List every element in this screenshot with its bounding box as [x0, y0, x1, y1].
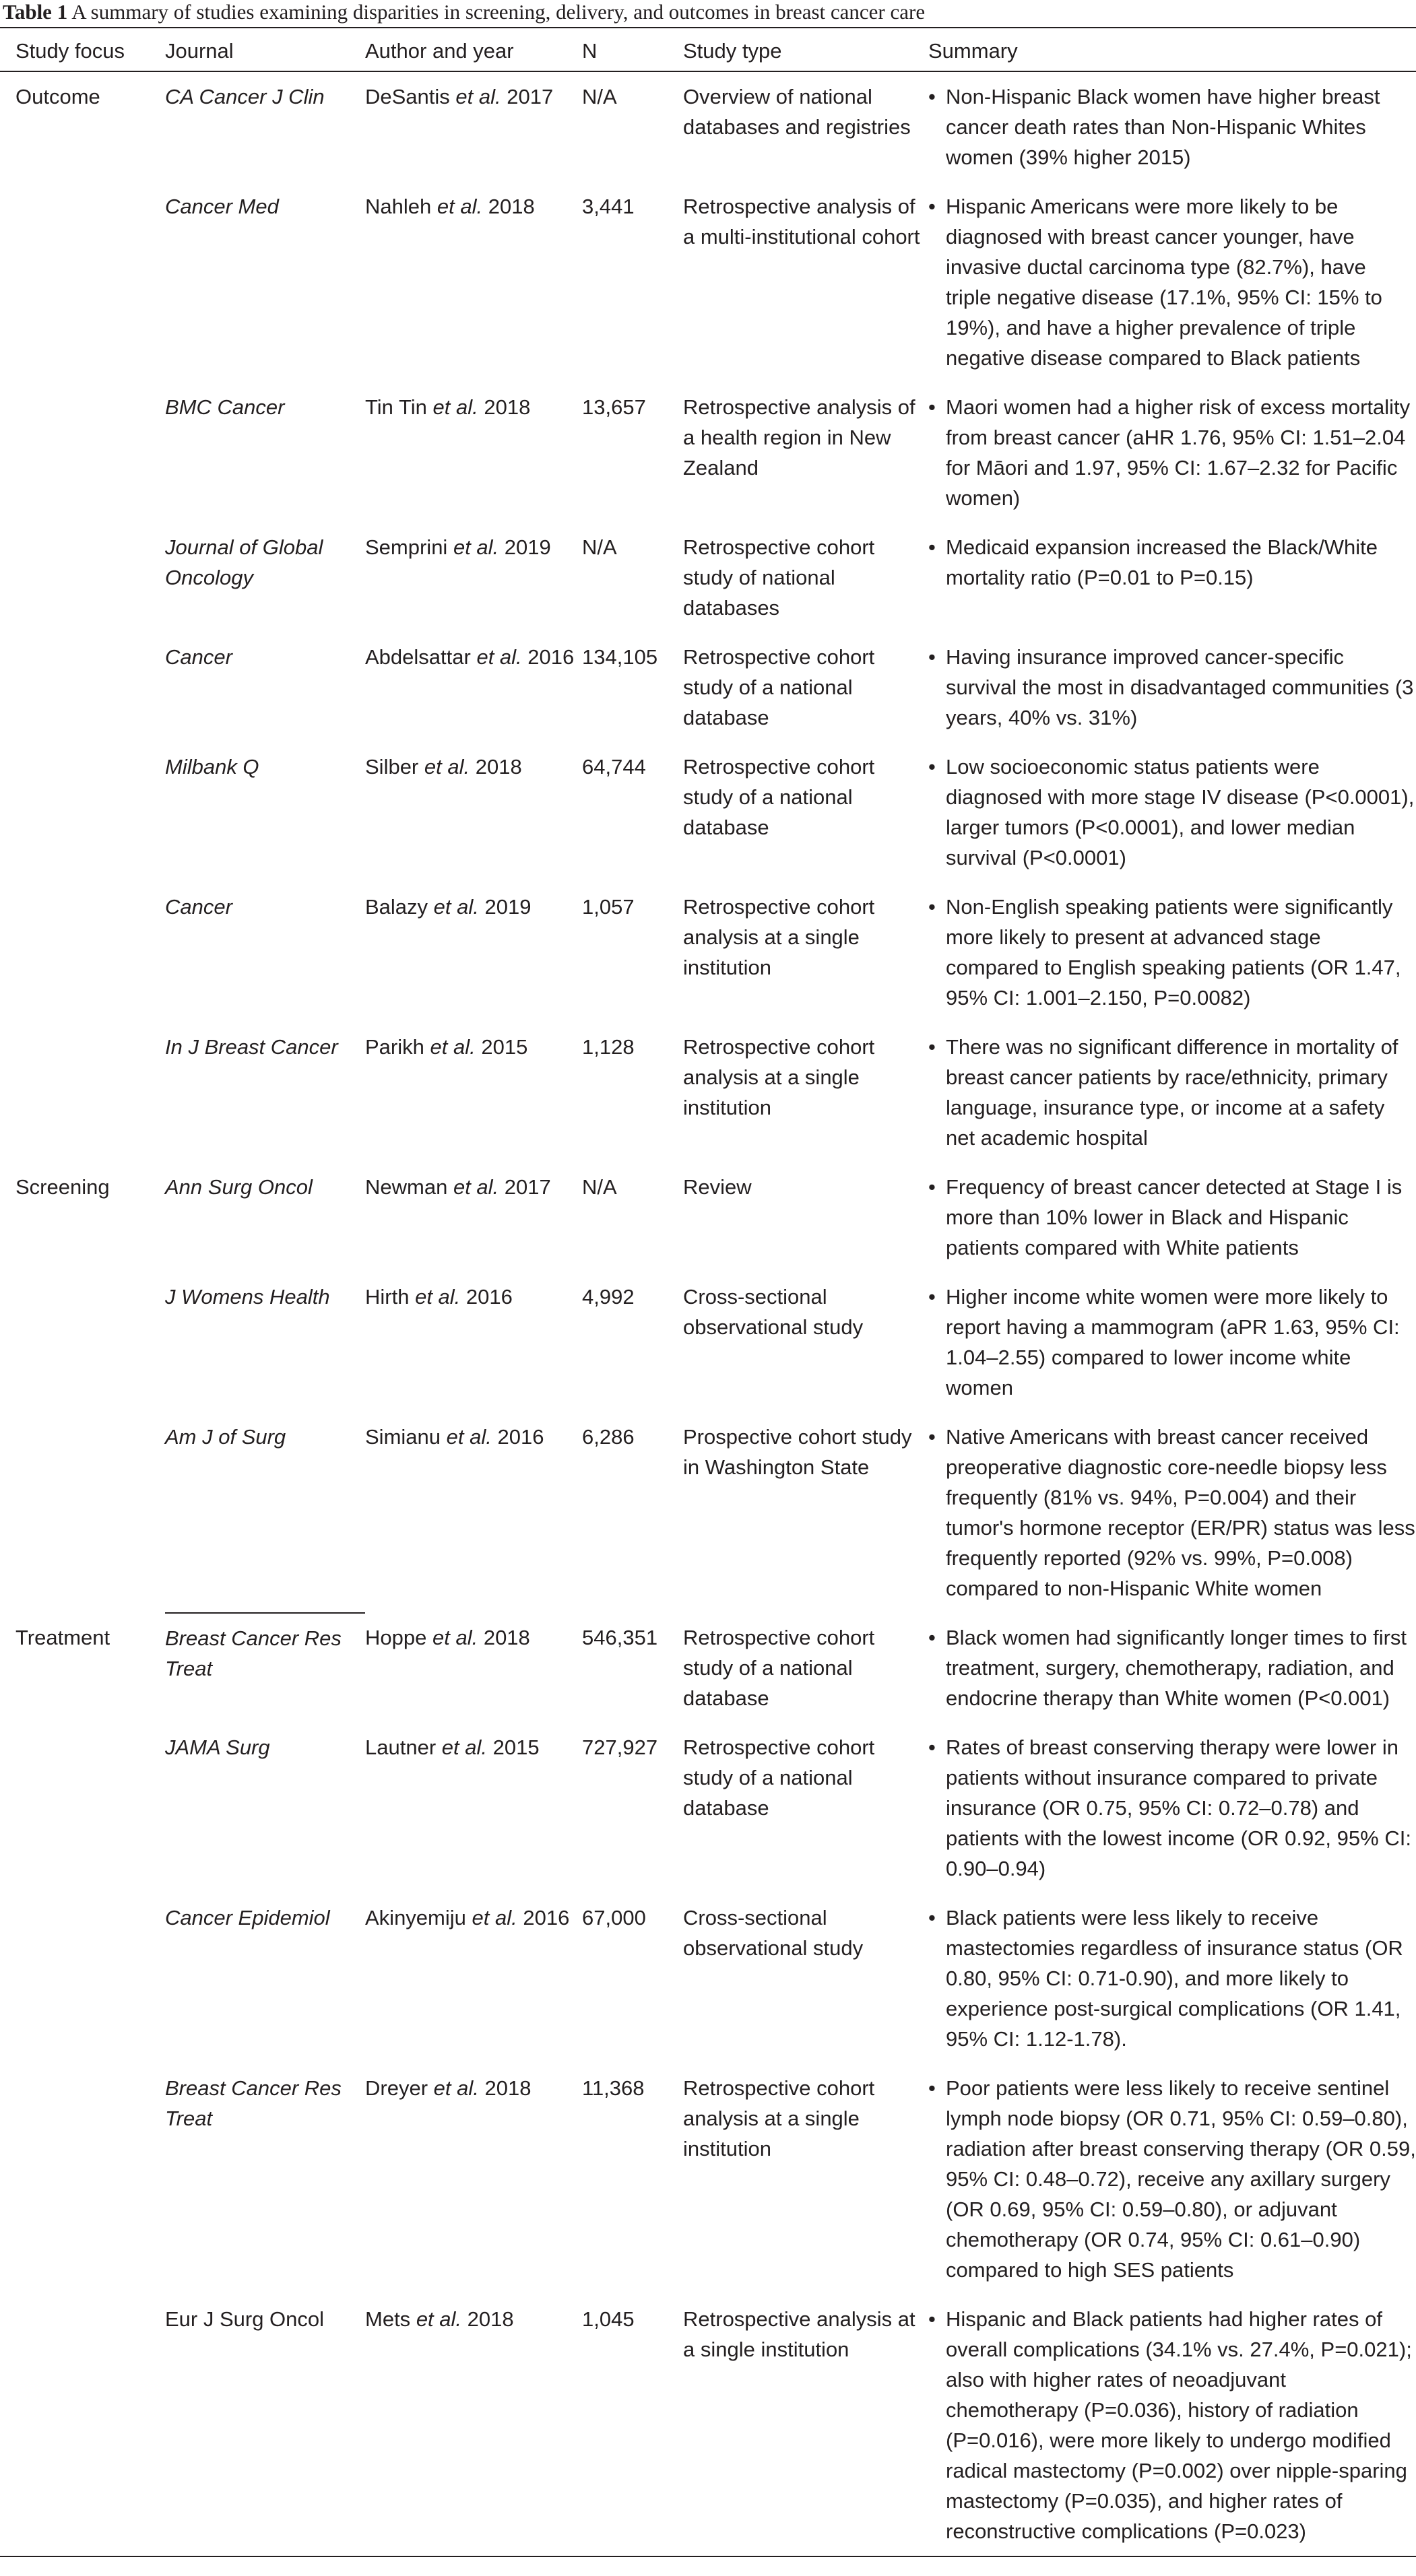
studies-table: [0, 27, 1416, 2557]
cell-journal: [165, 1613, 365, 1723]
cell-study-focus: [0, 632, 165, 742]
cell-journal: [165, 1272, 365, 1412]
cell-study-type: Review: [683, 1175, 752, 1199]
table-caption-label: Table 1: [3, 0, 68, 24]
cell-study-type: Retrospective cohort analysis at a single institution: [683, 2076, 875, 2160]
author-name: DeSantis: [365, 85, 450, 108]
author-year: 2015: [481, 1035, 528, 1059]
cell-journal: [165, 1022, 365, 1162]
cell-study-type: Cross-sectional observational study: [683, 1906, 864, 1960]
author-name: Hoppe: [365, 1626, 427, 1649]
table-row: [0, 1412, 1416, 1613]
author-year: 2019: [504, 535, 551, 559]
author-etal: et al.: [430, 1035, 476, 1059]
table-header-row: [0, 28, 1416, 71]
cell-study-focus: [0, 1412, 165, 1613]
summary-item: [928, 191, 1416, 373]
summary-text: Low socioeconomic status patients were diagnosed with more stage IV disease (P<0.0001), larger tumors (P<0.0001), and lower median survival (P<0.0001): [946, 755, 1415, 869]
cell-author-year: [365, 1613, 582, 1723]
cell-n: 64,744: [582, 755, 646, 779]
bullet-icon: •: [928, 2307, 936, 2331]
header-study-focus: Study focus: [0, 28, 165, 71]
table-row: [0, 383, 1416, 523]
author-year: 2016: [523, 1906, 570, 1929]
cell-author-year: [365, 742, 582, 882]
header-summary: Summary: [928, 28, 1416, 71]
cell-n: 1,045: [582, 2307, 635, 2331]
summary-item: [928, 392, 1416, 513]
cell-journal: [165, 1162, 365, 1272]
journal-name: Eur J Surg Oncol: [165, 2307, 325, 2331]
cell-study-type: Retrospective cohort study of a national database: [683, 1626, 875, 1710]
author-name: Silber: [365, 755, 419, 779]
bullet-icon: •: [928, 1736, 936, 1759]
cell-summary: [928, 2063, 1416, 2294]
cell-n: 4,992: [582, 1285, 635, 1309]
cell-study-focus: [0, 882, 165, 1022]
table-row: [0, 1022, 1416, 1162]
cell-study-focus: [0, 2294, 165, 2556]
author-year: 2017: [507, 85, 554, 108]
table-caption: [0, 0, 1416, 27]
bullet-icon: •: [928, 1285, 936, 1309]
author-year: 2018: [484, 2076, 532, 2100]
author-year: 2015: [492, 1736, 540, 1759]
cell-study-type: Retrospective cohort study of a national database: [683, 755, 875, 839]
journal-name: Cancer Med: [165, 195, 279, 218]
cell-study-type: Retrospective cohort study of national databases: [683, 535, 875, 620]
cell-study-type: Cross-sectional observational study: [683, 1285, 864, 1339]
table-row: [0, 742, 1416, 882]
bullet-icon: •: [928, 1626, 936, 1649]
cell-study-focus: [0, 1723, 165, 1893]
journal-name: Milbank Q: [165, 755, 259, 779]
summary-text: There was no significant difference in mortality of breast cancer patients by race/ethnicity, primary language, insurance type, or income at a safety net academic hospital: [946, 1035, 1398, 1150]
journal-name: J Womens Health: [165, 1285, 330, 1309]
author-year: 2019: [484, 895, 532, 919]
bullet-icon: •: [928, 395, 936, 419]
cell-author-year: [365, 523, 582, 632]
author-name: Lautner: [365, 1736, 437, 1759]
author-etal: et al.: [453, 535, 499, 559]
author-name: Hirth: [365, 1285, 410, 1309]
cell-summary: [928, 1022, 1416, 1162]
journal-name: CA Cancer J Clin: [165, 85, 325, 108]
cell-n: 6,286: [582, 1425, 635, 1449]
table-row: [0, 2294, 1416, 2556]
summary-item: [928, 642, 1416, 733]
author-year: 2017: [504, 1175, 551, 1199]
summary-text: Non-English speaking patients were significantly more likely to present at advanced stage compared to English speaking patients (OR 1.47, 95% CI: 1.001–2.150, P=0.0082): [946, 895, 1401, 1010]
summary-text: Hispanic and Black patients had higher rates of overall complications (34.1% vs. 27.4%, P=0.021); also with higher rates of neoadjuvant chemotherapy (P=0.036), history of radiation (P=0.016), were more likely to undergo modified radical mastectomy (P=0.002) over nipple-sparing mastectomy (P=0.035), and higher rates of reconstructive complications (P=0.023): [946, 2307, 1412, 2543]
bullet-icon: •: [928, 535, 936, 559]
author-etal: et al.: [432, 1626, 478, 1649]
summary-text: Rates of breast conserving therapy were lower in patients without insurance compared to private insurance (OR 0.75, 95% CI: 0.72–0.78) and patients with the lowest income (OR 0.92, 95% CI: 0.90–0.94): [946, 1736, 1411, 1880]
author-name: Balazy: [365, 895, 428, 919]
cell-journal: [165, 1412, 365, 1613]
cell-study-type: Overview of national databases and registries: [683, 85, 911, 139]
summary-item: [928, 1032, 1416, 1153]
cell-study-focus: [0, 523, 165, 632]
author-year: 2018: [467, 2307, 514, 2331]
cell-journal: [165, 632, 365, 742]
bullet-icon: •: [928, 755, 936, 779]
cell-study-type: Retrospective analysis at a single institution: [683, 2307, 915, 2361]
cell-author-year: [365, 1893, 582, 2063]
cell-n: N/A: [582, 1175, 617, 1199]
cell-journal: [165, 71, 365, 182]
cell-n: 11,368: [582, 2076, 645, 2100]
journal-name: BMC Cancer: [165, 395, 285, 419]
cell-journal: [165, 2063, 365, 2294]
author-etal: et al.: [433, 895, 479, 919]
bullet-icon: •: [928, 895, 936, 919]
cell-summary: [928, 1613, 1416, 1723]
bullet-icon: •: [928, 85, 936, 108]
journal-name: Cancer: [165, 895, 232, 919]
table-row: [0, 882, 1416, 1022]
cell-n: 67,000: [582, 1906, 646, 1929]
journal-name: Cancer Epidemiol: [165, 1906, 330, 1929]
author-year: 2018: [483, 1626, 530, 1649]
cell-study-focus: [0, 182, 165, 383]
author-name: Simianu: [365, 1425, 441, 1449]
author-name: Newman: [365, 1175, 448, 1199]
author-etal: et al.: [415, 1285, 461, 1309]
cell-author-year: [365, 383, 582, 523]
cell-study-type: Retrospective cohort analysis at a single institution: [683, 895, 875, 979]
header-journal: Journal: [165, 28, 365, 71]
cell-author-year: [365, 2294, 582, 2556]
cell-study-focus: Outcome: [15, 85, 100, 108]
header-n: N: [582, 28, 683, 71]
summary-item: [928, 81, 1416, 172]
summary-text: Higher income white women were more likely to report having a mammogram (aPR 1.63, 95% CI: 1.04–2.55) compared to lower income white women: [946, 1285, 1400, 1399]
cell-study-type: Retrospective cohort study of a national database: [683, 1736, 875, 1820]
cell-summary: [928, 1412, 1416, 1613]
author-etal: et al.: [437, 195, 483, 218]
cell-study-focus: [0, 1272, 165, 1412]
cell-author-year: [365, 71, 582, 182]
author-year: 2018: [484, 395, 531, 419]
cell-study-type: Retrospective analysis of a health region in New Zealand: [683, 395, 915, 480]
cell-n: 134,105: [582, 645, 658, 669]
author-etal: et al.: [455, 85, 501, 108]
table-row: [0, 1613, 1416, 1723]
journal-name: JAMA Surg: [165, 1736, 270, 1759]
cell-study-type: Retrospective cohort study of a national database: [683, 645, 875, 729]
journal-name: Breast Cancer Res Treat: [165, 1626, 342, 1680]
cell-summary: [928, 1272, 1416, 1412]
cell-summary: [928, 2294, 1416, 2556]
cell-journal: [165, 523, 365, 632]
header-study-type: Study type: [683, 28, 928, 71]
author-name: Akinyemiju: [365, 1906, 466, 1929]
author-name: Semprini: [365, 535, 448, 559]
author-name: Nahleh: [365, 195, 432, 218]
summary-item: [928, 1282, 1416, 1403]
cell-study-focus: Screening: [15, 1175, 110, 1199]
cell-study-type: Retrospective analysis of a multi-institutional cohort: [683, 195, 920, 249]
author-name: Dreyer: [365, 2076, 428, 2100]
table-row: [0, 71, 1416, 182]
cell-n: 546,351: [582, 1626, 658, 1649]
cell-summary: [928, 182, 1416, 383]
cell-summary: [928, 882, 1416, 1022]
summary-text: Native Americans with breast cancer received preoperative diagnostic core-needle biopsy less frequently (81% vs. 94%, P=0.004) and their tumor's hormone receptor (ER/PR) status was less frequently reported (92% vs. 99%, P=0.008) compared to non-Hispanic White women: [946, 1425, 1415, 1600]
summary-item: [928, 1622, 1416, 1713]
cell-study-focus: [0, 2063, 165, 2294]
cell-author-year: [365, 1412, 582, 1613]
cell-summary: [928, 383, 1416, 523]
bullet-icon: •: [928, 1175, 936, 1199]
cell-n: N/A: [582, 535, 617, 559]
cell-summary: [928, 523, 1416, 632]
header-author-year: Author and year: [365, 28, 582, 71]
author-year: 2016: [527, 645, 575, 669]
cell-journal: [165, 882, 365, 1022]
table-row: [0, 182, 1416, 383]
cell-author-year: [365, 1723, 582, 1893]
cell-summary: [928, 742, 1416, 882]
cell-summary: [928, 1893, 1416, 2063]
author-etal: et al.: [432, 395, 478, 419]
author-etal: et al.: [453, 1175, 499, 1199]
author-year: 2016: [497, 1425, 544, 1449]
cell-author-year: [365, 1272, 582, 1412]
cell-n: 13,657: [582, 395, 646, 419]
bullet-icon: •: [928, 1906, 936, 1929]
cell-journal: [165, 182, 365, 383]
summary-item: [928, 1172, 1416, 1263]
cell-journal: [165, 742, 365, 882]
summary-text: Black women had significantly longer times to first treatment, surgery, chemotherapy, radiation, and endocrine therapy than White women (P<0.001): [946, 1626, 1407, 1710]
cell-summary: [928, 1162, 1416, 1272]
cell-study-focus: [0, 1893, 165, 2063]
cell-author-year: [365, 1162, 582, 1272]
author-etal: et al.: [446, 1425, 492, 1449]
bullet-icon: •: [928, 645, 936, 669]
cell-summary: [928, 71, 1416, 182]
summary-text: Medicaid expansion increased the Black/White mortality ratio (P=0.01 to P=0.15): [946, 535, 1378, 589]
summary-text: Hispanic Americans were more likely to be diagnosed with breast cancer younger, have invasive ductal carcinoma type (82.7%), have triple negative disease (17.1%, 95% CI: 15% to 19%), and have a higher prevalence of triple negative disease compared to Black patients: [946, 195, 1382, 370]
cell-author-year: [365, 182, 582, 383]
cell-study-type: Prospective cohort study in Washington State: [683, 1425, 912, 1479]
summary-text: Maori women had a higher risk of excess mortality from breast cancer (aHR 1.76, 95% CI: 1.51–2.04 for Māori and 1.97, 95% CI: 1.67–2.32 for Pacific women): [946, 395, 1411, 510]
summary-item: [928, 892, 1416, 1013]
author-year: 2018: [475, 755, 522, 779]
author-etal: et al.: [433, 2076, 479, 2100]
author-name: Mets: [365, 2307, 411, 2331]
cell-journal: [165, 1723, 365, 1893]
cell-study-focus: Treatment: [15, 1626, 110, 1649]
author-year: 2016: [465, 1285, 513, 1309]
summary-text: Having insurance improved cancer-specific survival the most in disadvantaged communities (3 years, 40% vs. 31%): [946, 645, 1414, 729]
bullet-icon: •: [928, 1035, 936, 1059]
table-row: [0, 1893, 1416, 2063]
cell-n: 1,128: [582, 1035, 635, 1059]
cell-author-year: [365, 632, 582, 742]
cell-journal: [165, 1893, 365, 2063]
journal-name: Am J of Surg: [165, 1425, 286, 1449]
table-body: [0, 71, 1416, 2556]
summary-text: Poor patients were less likely to receive sentinel lymph node biopsy (OR 0.71, 95% CI: 0.59–0.80), radiation after breast conserving therapy (OR 0.59, 95% CI: 0.48–0.72), receive any axillary surgery (OR 0.69, 95% CI: 0.59–0.80), or adjuvant chemotherapy (OR 0.74, 95% CI: 0.61–0.90) compared to high SES patients: [946, 2076, 1416, 2282]
cell-study-focus: [0, 1022, 165, 1162]
journal-name: Journal of Global Oncology: [165, 535, 323, 589]
table-row: [0, 1272, 1416, 1412]
table-row: [0, 632, 1416, 742]
author-name: Parikh: [365, 1035, 424, 1059]
summary-item: [928, 1732, 1416, 1884]
author-name: Tin Tin: [365, 395, 427, 419]
journal-name: Breast Cancer Res Treat: [165, 2076, 342, 2130]
cell-author-year: [365, 1022, 582, 1162]
bullet-icon: •: [928, 1425, 936, 1449]
cell-journal: [165, 2294, 365, 2556]
summary-text: Black patients were less likely to receive mastectomies regardless of insurance status (OR 0.80, 95% CI: 0.71-0.90), and more likely to experience post-surgical complications (OR 1.41, 95% CI: 1.12-1.78).: [946, 1906, 1403, 2051]
cell-summary: [928, 1723, 1416, 1893]
author-etal: et al.: [424, 755, 470, 779]
summary-item: [928, 532, 1416, 593]
bullet-icon: •: [928, 2076, 936, 2100]
table-row: [0, 523, 1416, 632]
cell-study-type: Retrospective cohort analysis at a single institution: [683, 1035, 875, 1119]
cell-study-focus: [0, 742, 165, 882]
journal-name: Cancer: [165, 645, 232, 669]
summary-item: [928, 2073, 1416, 2285]
bullet-icon: •: [928, 195, 936, 218]
cell-n: N/A: [582, 85, 617, 108]
table-row: [0, 2063, 1416, 2294]
summary-item: [928, 752, 1416, 873]
cell-author-year: [365, 882, 582, 1022]
summary-item: [928, 1422, 1416, 1604]
author-etal: et al.: [476, 645, 522, 669]
journal-name: In J Breast Cancer: [165, 1035, 338, 1059]
cell-study-focus: [0, 383, 165, 523]
summary-item: [928, 1903, 1416, 2054]
summary-text: Frequency of breast cancer detected at Stage I is more than 10% lower in Black and Hispanic patients compared with White patients: [946, 1175, 1403, 1259]
journal-name: Ann Surg Oncol: [165, 1175, 313, 1199]
summary-text: Non-Hispanic Black women have higher breast cancer death rates than Non-Hispanic Whites women (39% higher 2015): [946, 85, 1380, 169]
cell-n: 3,441: [582, 195, 635, 218]
cell-journal: [165, 383, 365, 523]
author-name: Abdelsattar: [365, 645, 471, 669]
author-year: 2018: [488, 195, 535, 218]
table-caption-text: A summary of studies examining disparities in screening, delivery, and outcomes in breast cancer care: [67, 0, 926, 24]
cell-summary: [928, 632, 1416, 742]
cell-n: 727,927: [582, 1736, 658, 1759]
cell-author-year: [365, 2063, 582, 2294]
author-etal: et al.: [441, 1736, 487, 1759]
table-row: [0, 1162, 1416, 1272]
table-row: [0, 1723, 1416, 1893]
author-etal: et al.: [472, 1906, 517, 1929]
cell-n: 1,057: [582, 895, 635, 919]
summary-item: [928, 2304, 1416, 2546]
author-etal: et al.: [416, 2307, 462, 2331]
